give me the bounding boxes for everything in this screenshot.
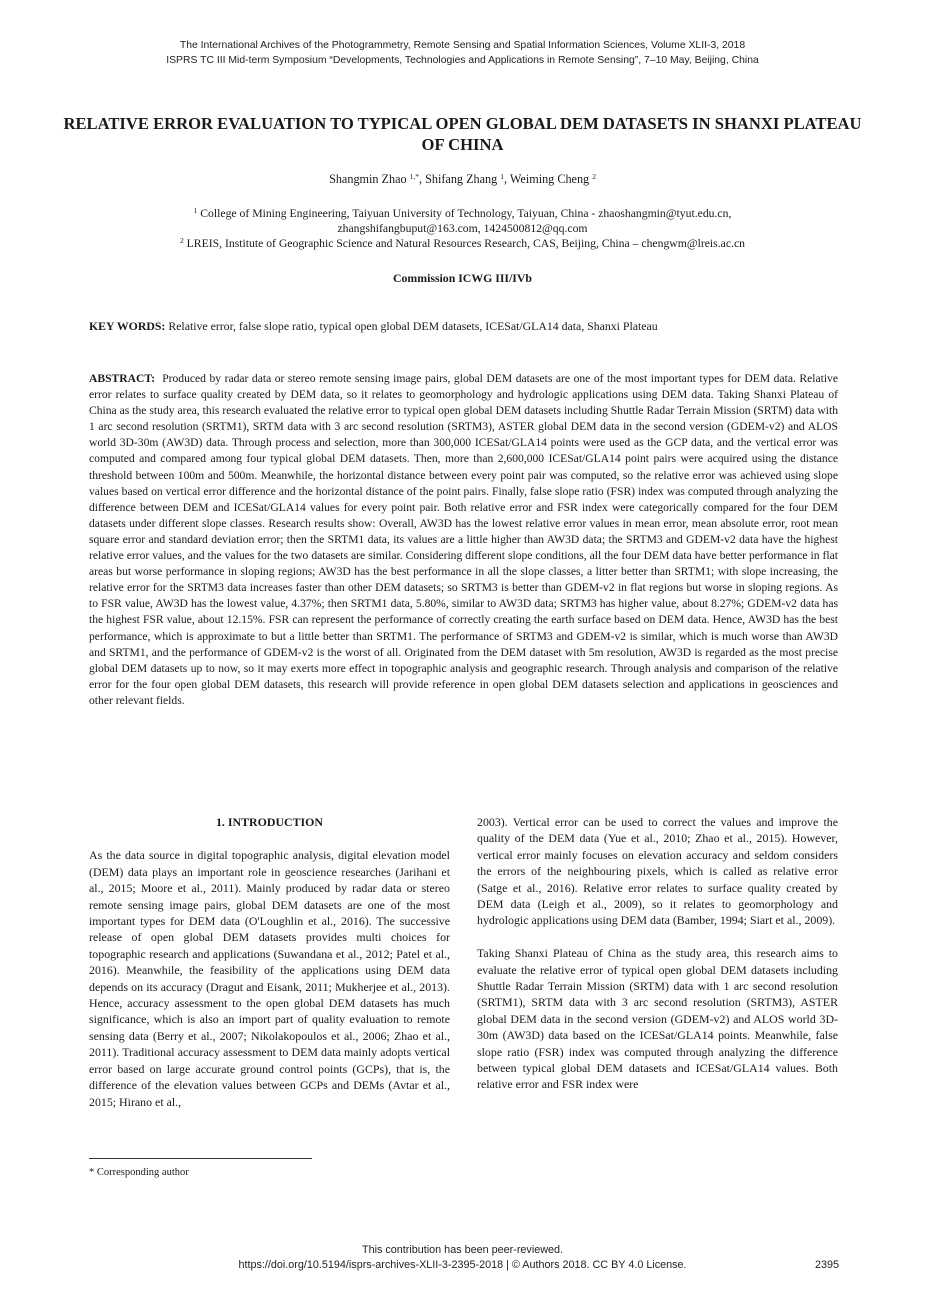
author-affiliation-mark: 1: [500, 172, 505, 181]
running-header-line2: ISPRS TC III Mid-term Symposium “Developments, Technologies and Applications in Remote Sensing”, 7–10 May, Beijing, China: [166, 55, 759, 66]
body-paragraph: 2003). Vertical error can be used to correct the values and improve the quality of the DEM data (Yue et al., 2010; Zhao et al., 2015). However, vertical error mainly focuses on elevation accuracy and seldom considers the errors of the neighbouring pixels, which is called as relative error (Satge et al., 2016). Relative error relates to surface quality created by DEM data (Leigh et al., 2009), so it relates to geomorphology and hydrologic applications using DEM data (Bamber, 1994; Siart et al., 2009).: [477, 815, 838, 928]
body-paragraph: Taking Shanxi Plateau of China as the study area, this research aims to evaluate the relative error of typical open global DEM datasets including Shuttle Radar Terrain Mission (SRTM) data with 1 arc second resolution (SRTM1), SRTM data with 3 arc second resolution (SRTM3), ASTER global DEM data in the second version (GDEM-v2) and ALOS world 3D-30m (AW3D) data based on the ICESat/GLA14 points. Meanwhile, false slope ratio (FSR) index was computed through analyzing the difference between typical global DEM datasets and ICESat/GLA14 values. Both relative error and FSR index were: [477, 946, 838, 1092]
affiliation-mark: 1: [193, 206, 198, 215]
page-number: 2395: [814, 1259, 839, 1271]
footnote: * Corresponding author: [89, 1167, 189, 1178]
section-heading: 1. INTRODUCTION: [215, 815, 324, 829]
footnote-divider: [89, 1158, 312, 1159]
running-header-line1: The International Archives of the Photogrammetry, Remote Sensing and Spatial Information Sciences, Volume XLII-3, 2018: [179, 40, 746, 51]
affiliation-1: $^1$ College of Mining Engineering, Taiyuan University of Technology, Taiyuan, China - zhaoshangmin@tyut.edu.cn,: [193, 206, 732, 220]
left-column: [89, 814, 450, 1110]
right-column: [477, 814, 838, 1093]
author-affiliation-mark: 2: [592, 172, 596, 181]
body-paragraph: As the data source in digital topographic analysis, digital elevation model (DEM) data plays an important role in geoscience researches (Jarihani et al., 2015; Moore et al., 2011). Mainly produced by radar data or stereo remote sensing image pairs, global DEM datasets are one of the most important types for DEM data (O'Loughlin et al., 2016). The successive release of open global DEM datasets provides multi choices for topographic research and applications (Suwandana et al., 2012; Patel et al., 2016). Meanwhile, the feasibility of the applications using DEM data depends on its accuracy (Dragut and Eisank, 2011; Mukherjee et al., 2013). Hence, accuracy assessment to the open global DEM datasets has much significance, which is also an import part of quality evaluation to remote sensing data (Berry et al., 2007; Nikolakopoulos et al., 2006; Zhao et al., 2011). Traditional accuracy assessment to DEM data mainly adopts vertical error based on large accurate ground control points (GCPs), that is, the difference of the elevation values between GCPs and DEMs (Avtar et al., 2015; Hirano et al.,: [89, 848, 450, 1109]
keywords-label: KEY WORDS:: [89, 319, 166, 333]
affiliation-2: $^2$ LREIS, Institute of Geographic Science and Natural Resources Research, CAS, Beijing, China – chengwm@lreis.ac.cn: [180, 236, 745, 250]
affiliation-mark: 2: [180, 236, 184, 245]
keywords-text: Relative error, false slope ratio, typical open global DEM datasets, ICESat/GLA14 data, Shanxi Plateau: [168, 319, 658, 333]
author-name: Shangmin Zhao: [329, 172, 407, 186]
author-name: Shifang Zhang: [425, 172, 498, 186]
commission-label: Commission ICWG III/IVb: [393, 271, 532, 285]
footer-doi-link[interactable]: https://doi.org/10.5194/isprs-archives-XLII-3-2395-2018 | © Authors 2018. CC BY 4.0 License.: [238, 1259, 687, 1271]
abstract-label: ABSTRACT:: [89, 372, 156, 385]
author-name: Weiming Cheng: [509, 172, 590, 186]
affiliation-1-continued: zhangshifangbuput@163.com, 1424500812@qq.com: [337, 222, 588, 235]
abstract-text: Produced by radar data or stereo remote sensing image pairs, global DEM datasets are one of the most important types for DEM data. Relative error relates to surface quality created by DEM data, so it relates to geomorphology and hydrologic applications using DEM data. Taking Shanxi Plateau of China as the study area, this research evaluated the relative error to typical open global DEM datasets including Shuttle Radar Terrain Mission (SRTM) data with 1 arc second resolution (SRTM1), SRTM data with 3 arc second resolution (SRTM3), ASTER global DEM data in the second version (GDEM-v2) and ALOS world 3D-30m (AW3D) data. Through process and selection, more than 300,000 ICESat/GLA14 points were used as the GCP data, and the vertical error was computed and compared among four typical global DEM datasets. Then, more than 2,600,000 ICESat/GLA14 point pairs were acquired using the distance threshold between 100m and 500m. Meanwhile, the horizontal distance between every point pair was computed, so the relative error was achieved using slope values based on vertical error difference and the horizontal distance of the point pairs. Finally, false slope ratio (FSR) index was computed through analyzing the difference between DEM and ICESat/GLA14 values for every point pair. Both relative error and FSR index were categorically compared for the four DEM datasets under different slope classes. Research results show: Overall, AW3D has the lowest relative error values in mean error, mean absolute error, root mean square error and standard deviation error; then the SRTM1 data, its values are a little higher than AW3D data; the SRTM3 and GDEM-v2 data have the highest relative error values, and the values for the two datasets are similar. Considering different slope conditions, all the four DEM data have better performance in flat areas but worse performance in sloping regions; AW3D has the best performance in all the slope classes, a litter better than SRTM1; with slope increasing, the relative error for the SRTM3 data increases faster than other DEM datasets; so SRTM3 is better than GDEM-v2 in flat regions but worse in sloping regions. As to FSR value, AW3D has the lowest value, 4.37%; then SRTM1 data, 5.80%, similar to AW3D data; SRTM3 has higher value, about 8.27%; GDEM-v2 data has the highest FSR value, about 12.15%. FSR can represent the performance of correctly creating the earth surface based on DEM data. Hence, AW3D has the best performance, which is approximate to but a little better than SRTM1. The performance of SRTM3 and GDEM-v2 is similar, which is much worse than AW3D and SRTM1, and the performance of GDEM-v2 is the worst of all. Originated from the DEM dataset with 5m resolution, AW3D is regarded as the most precise global DEM datasets up to now, so it may exerts more effect in topographic analysis and geographic research. Through analysis and comparison of the relative error for the four open global DEM datasets, this research will provide reference in open global DEM datasets selection and applications in geosciences and other relevant fields.: [89, 372, 839, 707]
abstract: [89, 371, 838, 709]
footer-review-note: This contribution has been peer-reviewed.: [361, 1244, 564, 1256]
paper-title: RELATIVE ERROR EVALUATION TO TYPICAL OPEN GLOBAL DEM DATASETS IN SHANXI PLATEAU OF CHINA: [63, 114, 862, 154]
author-list: Shangmin Zhao $^{1,*}$, Shifang Zhang $^1$, Weiming Cheng $^2$: [329, 172, 596, 186]
keywords: [89, 319, 849, 334]
author-affiliation-mark: 1,*: [409, 172, 420, 181]
